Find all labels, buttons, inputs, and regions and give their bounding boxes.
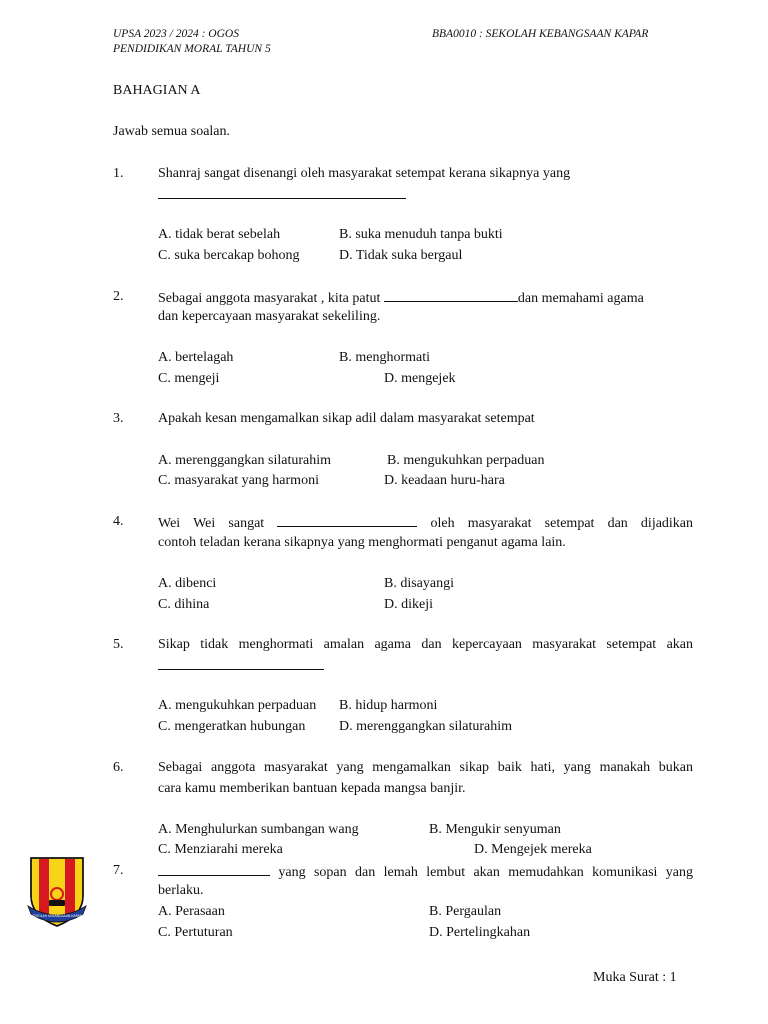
school-crest-icon: [25, 854, 89, 930]
question-6-number: 6.: [113, 760, 124, 775]
question-7-text-line2: berlaku.: [158, 883, 204, 898]
question-4-text-after: oleh masyarakat setempat dan dijadikan: [430, 516, 694, 531]
question-1-option-d[interactable]: D. Tidak suka bergaul: [339, 248, 463, 263]
question-6-option-a[interactable]: A. Menghulurkan sumbangan wang: [158, 822, 359, 837]
question-6-text-line2: cara kamu memberikan bantuan kepada mangsa banjir.: [158, 781, 466, 796]
question-4-option-b[interactable]: B. disayangi: [384, 576, 454, 591]
question-2-text-after: dan memahami agama: [517, 291, 644, 306]
question-5-option-d[interactable]: D. merenggangkan silaturahim: [339, 719, 513, 734]
question-4-number: 4.: [113, 514, 124, 529]
question-7-text-after: yang sopan dan lemah lembut akan memudahkan komunikasi yang: [278, 865, 694, 880]
question-3-option-c[interactable]: C. masyarakat yang harmoni: [158, 473, 319, 488]
question-3-text: Apakah kesan mengamalkan sikap adil dalam masyarakat setempat: [158, 411, 535, 426]
question-6-option-d[interactable]: D. Mengejek mereka: [474, 842, 592, 857]
question-2-option-b[interactable]: B. menghormati: [339, 350, 430, 365]
question-2-number: 2.: [113, 289, 124, 304]
section-title: BAHAGIAN A: [113, 83, 201, 98]
header-exam-title: UPSA 2023 / 2024 : OGOS: [113, 28, 239, 40]
question-4-answer-blank: [277, 514, 417, 527]
school-crest-logo: [25, 854, 89, 930]
question-2-option-c[interactable]: C. mengeji: [158, 371, 220, 386]
question-3-number: 3.: [113, 411, 124, 426]
question-5-option-b[interactable]: B. hidup harmoni: [339, 698, 438, 713]
svg-text:SEKOLAH KEBANGSAAN KAPAR: SEKOLAH KEBANGSAAN KAPAR: [32, 914, 82, 918]
question-7-option-a[interactable]: A. Perasaan: [158, 904, 225, 919]
question-6-option-b[interactable]: B. Mengukir senyuman: [429, 822, 561, 837]
question-4-text-line2: contoh teladan kerana sikapnya yang menghormati penganut agama lain.: [158, 535, 566, 550]
page-number: Muka Surat : 1: [593, 970, 677, 985]
question-2-answer-blank: [384, 289, 518, 302]
question-6-text: Sebagai anggota masyarakat yang mengamalkan sikap baik hati, yang manakah bukan: [158, 760, 693, 775]
question-4-text: [158, 514, 693, 532]
question-1-option-c[interactable]: C. suka bercakap bohong: [158, 248, 300, 263]
question-6-option-c[interactable]: C. Menziarahi mereka: [158, 842, 283, 857]
question-1-option-b[interactable]: B. suka menuduh tanpa bukti: [339, 227, 503, 242]
question-2-option-a[interactable]: A. bertelagah: [158, 350, 234, 365]
question-5-answer-blank: [158, 657, 324, 675]
question-5-number: 5.: [113, 637, 124, 652]
question-1-option-a[interactable]: A. tidak berat sebelah: [158, 227, 281, 242]
question-2-option-d[interactable]: D. mengejek: [384, 371, 456, 386]
question-1-answer-blank: [158, 186, 406, 204]
question-5-text: Sikap tidak menghormati amalan agama dan kepercayaan masyarakat setempat akan: [158, 637, 693, 652]
question-1-number: 1.: [113, 166, 124, 181]
question-2-text-line2: dan kepercayaan masyarakat sekeliling.: [158, 309, 381, 324]
question-2-text: [158, 289, 644, 307]
question-1-text: Shanraj sangat disenangi oleh masyarakat setempat kerana sikapnya yang: [158, 166, 571, 181]
question-4-option-a[interactable]: A. dibenci: [158, 576, 217, 591]
question-4-option-d[interactable]: D. dikeji: [384, 597, 433, 612]
question-7-number: 7.: [113, 863, 124, 878]
question-3-option-a[interactable]: A. merenggangkan silaturahim: [158, 453, 332, 468]
header-subject: PENDIDIKAN MORAL TAHUN 5: [113, 43, 271, 55]
question-7-answer-blank: [158, 863, 270, 876]
question-5-option-c[interactable]: C. mengeratkan hubungan: [158, 719, 306, 734]
question-7-text: [158, 863, 693, 881]
question-3-option-b[interactable]: B. mengukuhkan perpaduan: [387, 453, 545, 468]
question-7-option-b[interactable]: B. Pergaulan: [429, 904, 502, 919]
question-4-option-c[interactable]: C. dihina: [158, 597, 210, 612]
question-2-text-before: Sebagai anggota masyarakat , kita patut: [158, 291, 381, 306]
question-3-option-d[interactable]: D. keadaan huru-hara: [384, 473, 505, 488]
header-school: BBA0010 : SEKOLAH KEBANGSAAN KAPAR: [432, 28, 649, 40]
question-4-text-before: Wei Wei sangat: [158, 516, 265, 531]
instruction: Jawab semua soalan.: [113, 124, 231, 139]
question-7-option-c[interactable]: C. Pertuturan: [158, 925, 233, 940]
question-7-option-d[interactable]: D. Pertelingkahan: [429, 925, 531, 940]
question-5-option-a[interactable]: A. mengukuhkan perpaduan: [158, 698, 317, 713]
